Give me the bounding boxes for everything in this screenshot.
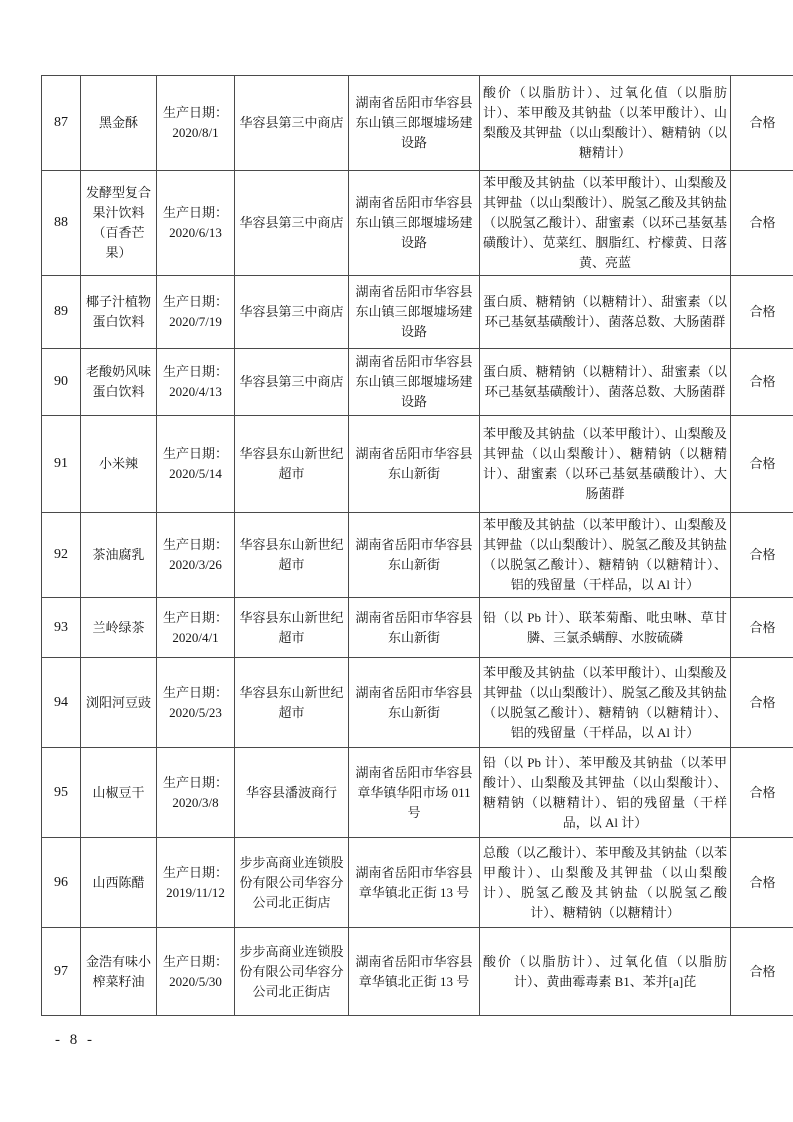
production-date: 生产日期： 2020/7/19: [157, 276, 235, 349]
table-row: [42, 513, 793, 598]
product-name: 小米辣: [81, 416, 157, 513]
product-name: 椰子汁植物蛋白饮料: [81, 276, 157, 349]
result-badge: 合格: [731, 658, 793, 748]
store-name: 华容县第三中商店: [235, 276, 349, 349]
store-address: 湖南省岳阳市华容县东山新街: [349, 658, 480, 748]
store-address: 湖南省岳阳市华容县东山新街: [349, 598, 480, 658]
table-row: [42, 838, 793, 928]
row-sequence-number: 97: [42, 928, 81, 1016]
store-address: 湖南省岳阳市华容县东山镇三郎堰墟场建设路: [349, 171, 480, 276]
row-sequence-number: 89: [42, 276, 81, 349]
store-address: 湖南省岳阳市华容县章华镇华阳市场 011 号: [349, 748, 480, 838]
result-badge: 合格: [731, 598, 793, 658]
result-badge: 合格: [731, 513, 793, 598]
row-sequence-number: 90: [42, 349, 81, 416]
store-name: 华容县东山新世纪超市: [235, 513, 349, 598]
test-items: 苯甲酸及其钠盐（以苯甲酸计）、山梨酸及其钾盐（以山梨酸计）、脱氢乙酸及其钠盐（以脱氢乙酸计）、甜蜜素（以环己基氨基磺酸计）、苋菜红、胭脂红、柠檬黄、日落黄、亮蓝: [480, 171, 731, 276]
store-address: 湖南省岳阳市华容县东山镇三郎堰墟场建设路: [349, 76, 480, 171]
store-address: 湖南省岳阳市华容县东山镇三郎堰墟场建设路: [349, 349, 480, 416]
production-date: 生产日期： 2020/5/23: [157, 658, 235, 748]
test-items: 酸价（以脂肪计）、过氧化值（以脂肪计）、黄曲霉毒素 B1、苯并[a]芘: [480, 928, 731, 1016]
result-badge: 合格: [731, 349, 793, 416]
result-badge: 合格: [731, 76, 793, 171]
test-items: 蛋白质、糖精钠（以糖精计）、甜蜜素（以环己基氨基磺酸计）、菌落总数、大肠菌群: [480, 349, 731, 416]
product-name: 发酵型复合果汁饮料（百香芒果）: [81, 171, 157, 276]
result-badge: 合格: [731, 416, 793, 513]
test-items: 苯甲酸及其钠盐（以苯甲酸计）、山梨酸及其钾盐（以山梨酸计）、脱氢乙酸及其钠盐（以脱氢乙酸计）、糖精钠（以糖精计）、铝的残留量（干样品，以 Al 计）: [480, 513, 731, 598]
product-name: 茶油腐乳: [81, 513, 157, 598]
production-date: 生产日期： 2020/3/26: [157, 513, 235, 598]
store-name: 步步高商业连锁股份有限公司华容分公司北正街店: [235, 928, 349, 1016]
store-name: 华容县潘波商行: [235, 748, 349, 838]
table-row: [42, 76, 793, 171]
production-date: 生产日期： 2020/4/1: [157, 598, 235, 658]
table-row: [42, 416, 793, 513]
page-number: - 8 -: [55, 1032, 95, 1048]
result-badge: 合格: [731, 928, 793, 1016]
row-sequence-number: 91: [42, 416, 81, 513]
table-row: [42, 276, 793, 349]
test-items: 蛋白质、糖精钠（以糖精计）、甜蜜素（以环己基氨基磺酸计）、菌落总数、大肠菌群: [480, 276, 731, 349]
product-name: 黑金酥: [81, 76, 157, 171]
table-row: [42, 598, 793, 658]
test-items: 酸价（以脂肪计）、过氧化值（以脂肪计）、苯甲酸及其钠盐（以苯甲酸计）、山梨酸及其钾盐（以山梨酸计）、糖精钠（以糖精计）: [480, 76, 731, 171]
store-name: 华容县东山新世纪超市: [235, 416, 349, 513]
table-row: [42, 349, 793, 416]
row-sequence-number: 87: [42, 76, 81, 171]
table-row: [42, 171, 793, 276]
test-items: 铅（以 Pb 计）、联苯菊酯、吡虫啉、草甘膦、三氯杀螨醇、水胺硫磷: [480, 598, 731, 658]
product-name: 山椒豆干: [81, 748, 157, 838]
store-address: 湖南省岳阳市华容县章华镇北正街 13 号: [349, 838, 480, 928]
product-name: 老酸奶风味蛋白饮料: [81, 349, 157, 416]
result-badge: 合格: [731, 276, 793, 349]
table-row: [42, 928, 793, 1016]
store-name: 华容县第三中商店: [235, 76, 349, 171]
store-address: 湖南省岳阳市华容县东山镇三郎堰墟场建设路: [349, 276, 480, 349]
product-name: 浏阳河豆豉: [81, 658, 157, 748]
result-badge: 合格: [731, 171, 793, 276]
production-date: 生产日期： 2020/4/13: [157, 349, 235, 416]
row-sequence-number: 96: [42, 838, 81, 928]
production-date: 生产日期： 2019/11/12: [157, 838, 235, 928]
product-name: 山西陈醋: [81, 838, 157, 928]
store-name: 华容县东山新世纪超市: [235, 658, 349, 748]
production-date: 生产日期： 2020/3/8: [157, 748, 235, 838]
store-name: 华容县第三中商店: [235, 349, 349, 416]
store-address: 湖南省岳阳市华容县章华镇北正街 13 号: [349, 928, 480, 1016]
production-date: 生产日期： 2020/5/30: [157, 928, 235, 1016]
row-sequence-number: 93: [42, 598, 81, 658]
production-date: 生产日期： 2020/6/13: [157, 171, 235, 276]
test-items: 总酸（以乙酸计）、苯甲酸及其钠盐（以苯甲酸计）、山梨酸及其钾盐（以山梨酸计）、脱氢乙酸及其钠盐（以脱氢乙酸计）、糖精钠（以糖精计）: [480, 838, 731, 928]
table-row: [42, 748, 793, 838]
test-items: 苯甲酸及其钠盐（以苯甲酸计）、山梨酸及其钾盐（以山梨酸计）、脱氢乙酸及其钠盐（以脱氢乙酸计）、糖精钠（以糖精计）、铝的残留量（干样品，以 Al 计）: [480, 658, 731, 748]
row-sequence-number: 88: [42, 171, 81, 276]
row-sequence-number: 94: [42, 658, 81, 748]
store-address: 湖南省岳阳市华容县东山新街: [349, 513, 480, 598]
product-name: 金浩有味小榨菜籽油: [81, 928, 157, 1016]
test-items: 铅（以 Pb 计）、苯甲酸及其钠盐（以苯甲酸计）、山梨酸及其钾盐（以山梨酸计）、糖精钠（以糖精计）、铝的残留量（干样品，以 Al 计）: [480, 748, 731, 838]
row-sequence-number: 92: [42, 513, 81, 598]
inspection-results-table: [41, 75, 793, 1016]
row-sequence-number: 95: [42, 748, 81, 838]
table-row: [42, 658, 793, 748]
test-items: 苯甲酸及其钠盐（以苯甲酸计）、山梨酸及其钾盐（以山梨酸计）、糖精钠（以糖精计）、甜蜜素（以环己基氨基磺酸计）、大肠菌群: [480, 416, 731, 513]
store-name: 华容县东山新世纪超市: [235, 598, 349, 658]
store-name: 华容县第三中商店: [235, 171, 349, 276]
production-date: 生产日期： 2020/5/14: [157, 416, 235, 513]
production-date: 生产日期： 2020/8/1: [157, 76, 235, 171]
store-name: 步步高商业连锁股份有限公司华容分公司北正街店: [235, 838, 349, 928]
store-address: 湖南省岳阳市华容县东山新街: [349, 416, 480, 513]
product-name: 兰岭绿茶: [81, 598, 157, 658]
result-badge: 合格: [731, 838, 793, 928]
result-badge: 合格: [731, 748, 793, 838]
